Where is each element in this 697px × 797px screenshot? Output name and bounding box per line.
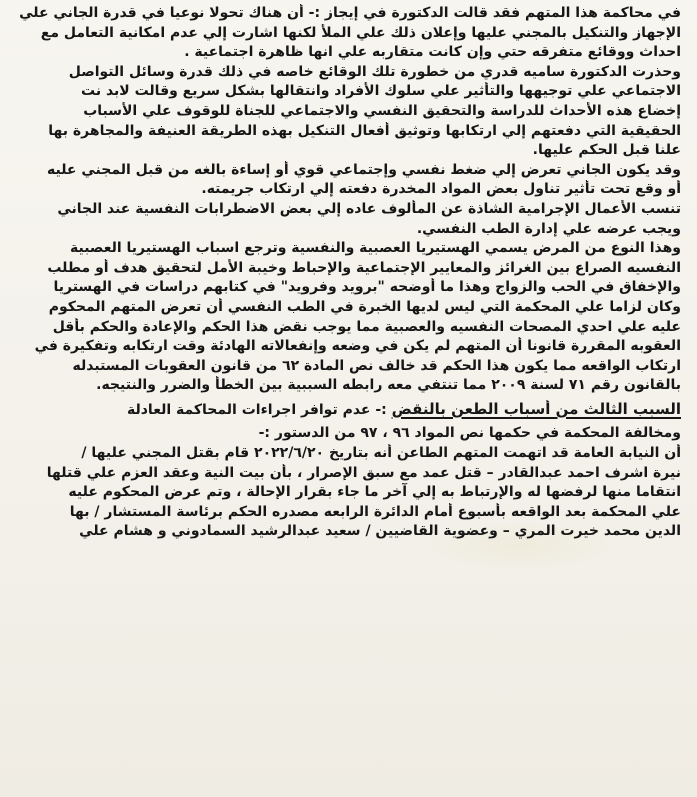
- text-line: احداث ووقائع متفرقه حتي وإن كانت متقاربه علي انها ظاهرة اجتماعية .: [184, 44, 681, 61]
- text-line: أو وقع تحت تأثير تناول بعض المواد المخدرة دفعته إلي ارتكاب جريمته.: [201, 181, 681, 198]
- text-line: انتقاما منها لرفضها له والإرتباط به إلي آخر ما جاء بقرار الإحالة ، وتم عرض المحكوم عليه: [68, 484, 681, 501]
- paragraph-pressure: [16, 161, 681, 200]
- section-heading: [16, 400, 681, 421]
- text-line: وهذا النوع من المرض يسمي الهستيريا العصبية والنفسية وترجع اسباب الهستيريا العصبية: [70, 240, 681, 257]
- text-line: الدين محمد خيرت المري – وعضوية القاضيين / سعيد عبدالرشيد السمادوني و هشام علي: [79, 523, 681, 540]
- text-line: وقد يكون الجاني تعرض إلي ضغط نفسي وإجتماعي قوي أو إساءة بالغه من قبل المجني عليه: [47, 161, 681, 178]
- paragraph-disorders: [16, 200, 681, 239]
- document-body: [16, 4, 681, 542]
- text-line: والإخفاق في الحب والزواج وهذا ما أوضحه "برويد وفرويد" في كتابهم دراسات في الهستريا: [53, 279, 681, 296]
- text-line: إخضاع هذه الأحداث للدراسة والتحقيق النفسي والاجتماعي للجناة للوقوف علي الأسباب: [83, 102, 681, 119]
- text-line: وكان لزاما علي المحكمة التي ليس لديها الخبرة في الطب النفسي أن تعرض المتهم المحكوم: [48, 298, 681, 315]
- paragraph-case-details: [16, 424, 681, 542]
- section-heading-title: السبب الثالث من أسباب الطعن بالنقض: [391, 399, 681, 418]
- text-line: تنسب الأعمال الإجرامية الشاذة عن المألوف عاده إلي بعض الاضطرابات النفسية عند الجاني: [57, 200, 681, 217]
- text-line: الحقيقية التي دفعتهم إلي ارتكابها وتوثيق أفعال التنكيل بهذه الطريقة العنيفة والمجاهرة بها: [48, 122, 681, 139]
- text-line: النفسيه الصراع بين الغرائز والمعايير الإجتماعية والإحباط وخيبة الأمل لتحقيق هدف أو مطلب: [47, 259, 681, 276]
- text-line: علنا قبل الحكم عليها.: [532, 142, 681, 159]
- paragraph-expert-opinion: [16, 4, 681, 63]
- text-line: بالقانون رقم ٧١ لسنة ٢٠٠٩ مما تنتفي معه رابطه السببية بين الخطأ والضرر والنتيجه.: [96, 377, 681, 394]
- text-line: أن النيابة العامة قد اتهمت المتهم الطاعن أنه بتاريخ ٢٠٢٢/٦/٢٠ قام بقتل المجني عليها /: [81, 445, 681, 462]
- text-line: ومخالفة المحكمة في حكمها نص المواد ٩٦ ، ٩٧ من الدستور :-: [258, 425, 681, 442]
- text-line: العقوبه المقررة قانونا أن المتهم لم يكن في وضعه وإنفعالاته الهادئة وقت ارتكابه وتفكيرة في: [34, 338, 681, 355]
- text-line: نيرة اشرف احمد عبدالقادر – قتل عمد مع سبق الإصرار ، بأن بيت النية وعقد العزم علي قتلها: [46, 464, 681, 481]
- paragraph-hysteria: [16, 239, 681, 396]
- text-line: الإجهاز والتنكيل بالمجني عليها وإعلان ذلك علي الملأ لكنها اشارت إلي عدم امكانية التعامل مع: [40, 24, 681, 41]
- text-line: وحذرت الدكتورة ساميه قدري من خطورة تلك الوقائع خاصه في ذلك قدرة وسائل التواصل: [68, 63, 681, 80]
- text-line: ويجب عرضه علي إدارة الطب النفسي.: [416, 220, 681, 237]
- text-line: علي المحكمة بعد الواقعه بأسبوع أمام الدائرة الرابعه مصدره الحكم برئاسة المستشار / بها: [69, 503, 681, 520]
- text-line: الاجتماعي علي توجيهها والتأثير علي سلوك الأفراد وانتقالها بشكل سريع وقالت لابد نت: [81, 83, 681, 100]
- text-line: في محاكمة هذا المتهم فقد قالت الدكتورة في إيجاز :- أن هناك تحولا نوعيا في قدرة الجاني علي: [19, 5, 681, 21]
- paragraph-warning: [16, 63, 681, 161]
- text-line: عليه علي احدي المصحات النفسيه والعصبية مما يوجب نقض هذا الحكم والإعادة والحكم بأقل: [52, 318, 681, 335]
- section-heading-subtitle: :- عدم توافر اجراءات المحاكمة العادلة: [127, 401, 387, 418]
- text-line: ارتكاب الواقعه مما يكون هذا الحكم قد خالف نص المادة ٦٢ من قانون العقوبات المستبدله: [72, 357, 681, 374]
